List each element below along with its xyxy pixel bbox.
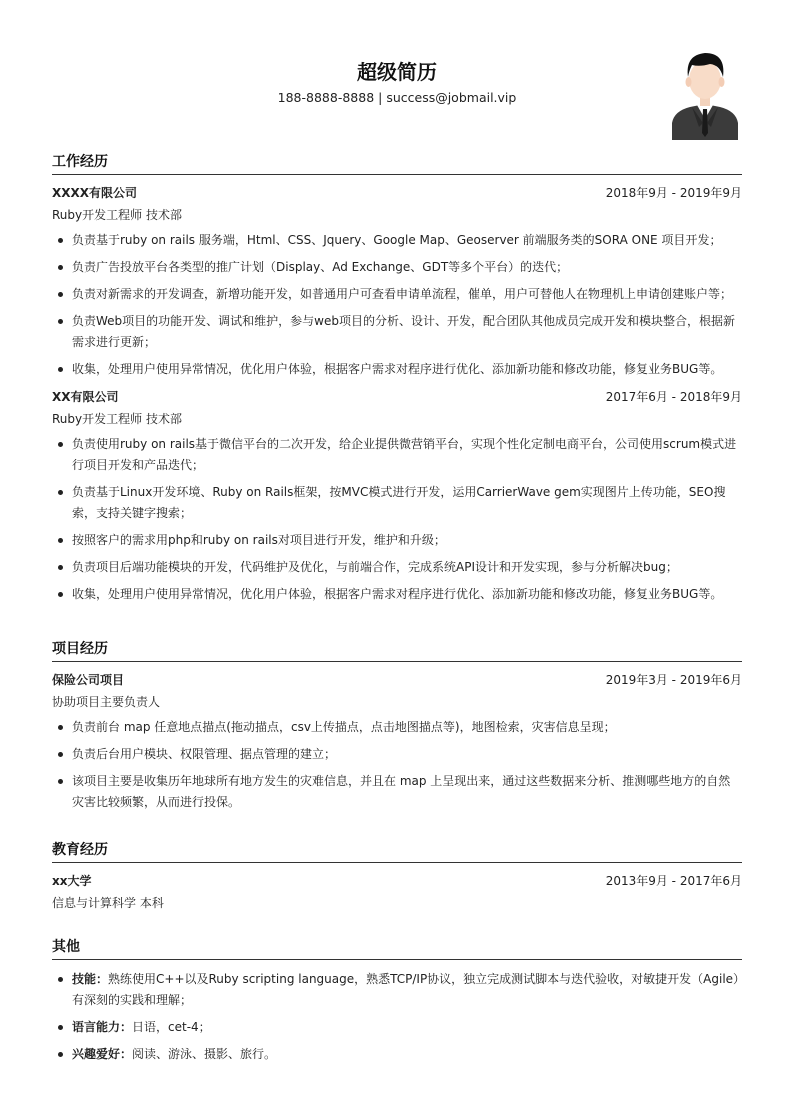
education-entry [52,870,742,915]
school-name: xx大学 [52,874,92,888]
job-dates: 2018年9月 - 2019年9月 [605,186,742,200]
list-item: 负责项目后端功能模块的开发，代码维护及优化，与前端合作，完成系统API设计和开发实现，参与分析解决bug； [52,557,742,578]
skill-text: 熟练使用C++以及Ruby scripting language，熟悉TCP/IP协议，独立完成测试脚本与迭代验收，对敏捷开发（Agile）有深刻的实践和理解； [72,972,740,1007]
contact-info: 188-8888-8888 | success@jobmail.vip [277,90,517,105]
other-list [52,969,742,1065]
company-name: XXXX有限公司 [52,186,138,200]
list-item: 负责前台 map 任意地点描点(拖动描点，csv上传描点，点击地图描点等)，地图检索，灾害信息呈现； [52,717,742,738]
list-item: 负责广告投放平台各类型的推广计划（Display、Ad Exchange、GDT等多个平台）的迭代； [52,257,742,278]
project-role: 协助项目主要负责人 [52,695,161,709]
job-entry [52,182,742,380]
job-bullets [52,230,742,380]
project-experience-section [52,637,742,819]
other-section [52,935,742,1071]
list-item [52,1017,742,1038]
list-item: 收集，处理用户使用异常情况，优化用户体验，根据客户需求对程序进行优化、添加新功能和修改功能，修复业务BUG等。 [52,584,742,605]
job-entry [52,386,742,605]
job-dates: 2017年6月 - 2018年9月 [605,390,742,404]
education-dates: 2013年9月 - 2017年6月 [605,874,742,888]
language-label: 语言能力： [72,1020,133,1034]
list-item: 负责使用ruby on rails基于微信平台的二次开发，给企业提供微营销平台，实现个性化定制电商平台，公司使用scrum模式进行项目开发和产品迭代； [52,434,742,476]
job-role: Ruby开发工程师 技术部 [52,412,182,426]
person-avatar-icon [670,47,740,140]
list-item: 收集，处理用户使用异常情况，优化用户体验，根据客户需求对程序进行优化、添加新功能和修改功能，修复业务BUG等。 [52,359,742,380]
hobby-label: 兴趣爱好： [72,1047,133,1061]
work-experience-section [52,150,742,611]
other-section-title: 其他 [52,935,742,960]
education-section [52,838,742,915]
list-item [52,969,742,1011]
skill-label: 技能： [72,972,109,986]
hobby-text: 阅读、游泳、摄影、旅行。 [132,1047,277,1061]
language-text: 日语，cet-4； [132,1020,211,1034]
job-role: Ruby开发工程师 技术部 [52,208,182,222]
list-item: 该项目主要是收集历年地球所有地方发生的灾难信息，并且在 map 上呈现出来，通过这些数据来分析、推测哪些地方的自然灾害比较频繁，从而进行投保。 [52,771,742,813]
work-section-title: 工作经历 [52,150,742,175]
resume-name: 超级简历 [357,60,437,84]
list-item: 负责对新需求的开发调查，新增功能开发，如普通用户可查看申请单流程，催单，用户可替他人在物理机上申请创建账户等； [52,284,742,305]
project-bullets [52,717,742,813]
project-entry [52,669,742,813]
list-item: 负责后台用户模块、权限管理、据点管理的建立； [52,744,742,765]
project-name: 保险公司项目 [52,673,125,687]
list-item: 负责基于Linux开发环境、Ruby on Rails框架，按MVC模式进行开发，运用CarrierWave gem实现图片上传功能，SEO搜索，支持关键字搜索； [52,482,742,524]
list-item [52,1044,742,1065]
company-name: XX有限公司 [52,390,119,404]
education-section-title: 教育经历 [52,838,742,863]
project-section-title: 项目经历 [52,637,742,662]
list-item: 负责基于ruby on rails 服务端，Html、CSS、Jquery、Google Map、Geoserver 前端服务类的SORA ONE 项目开发； [52,230,742,251]
project-dates: 2019年3月 - 2019年6月 [605,673,742,687]
job-bullets [52,434,742,605]
major: 信息与计算科学 本科 [52,896,164,910]
list-item: 负责Web项目的功能开发、调试和维护，参与web项目的分析、设计、开发，配合团队其他成员完成开发和模块整合，根据新需求进行更新； [52,311,742,353]
list-item: 按照客户的需求用php和ruby on rails对项目进行开发，维护和升级； [52,530,742,551]
